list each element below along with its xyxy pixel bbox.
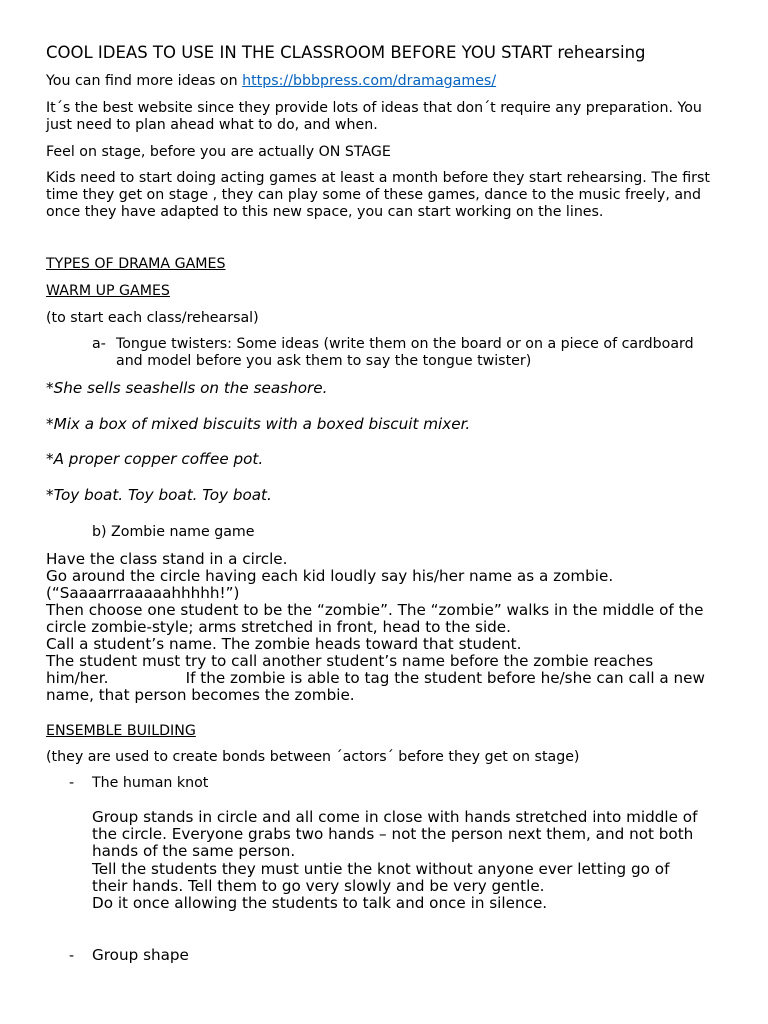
list-item-a-line: Tongue twisters: Some ideas (write them on the board or on a piece of cardboard bbox=[116, 336, 694, 352]
heading-types-of-drama-games: TYPES OF DRAMA GAMES bbox=[46, 256, 226, 272]
list-item-b: b) Zombie name game bbox=[92, 524, 255, 540]
dash-bullet: - bbox=[69, 948, 75, 964]
zombie-instruction-line: Then choose one student to be the “zombie”. The “zombie” walks in the middle of the bbox=[46, 601, 704, 619]
group-shape-title: Group shape bbox=[92, 946, 189, 964]
heading-ensemble-building: ENSEMBLE BUILDING bbox=[46, 723, 196, 739]
human-knot-title: The human knot bbox=[92, 775, 209, 791]
zombie-instruction-line: circle zombie-style; arms stretched in front, head to the side. bbox=[46, 618, 511, 636]
intro-prefix: You can find more ideas on bbox=[46, 73, 243, 89]
tongue-twister: *A proper copper coffee pot. bbox=[46, 450, 264, 468]
zombie-instruction-line: Call a student’s name. The zombie heads toward that student. bbox=[46, 635, 522, 653]
human-knot-instruction-line: their hands. Tell them to go very slowly and be very gentle. bbox=[92, 877, 545, 895]
paragraph-line: Feel on stage, before you are actually ON STAGE bbox=[46, 144, 391, 160]
document-title: COOL IDEAS TO USE IN THE CLASSROOM BEFORE YOU START rehearsing bbox=[46, 43, 646, 62]
tongue-twister: *Mix a box of mixed biscuits with a boxed biscuit mixer. bbox=[46, 415, 471, 433]
human-knot-instruction-line: Tell the students they must untie the knot without anyone ever letting go of bbox=[92, 860, 670, 878]
dash-bullet: - bbox=[69, 775, 75, 791]
paragraph-line: once they have adapted to this new space, you can start working on the lines. bbox=[46, 204, 604, 220]
zombie-instruction-line: him/her. If the zombie is able to tag the student before he/she can call a new bbox=[46, 669, 705, 687]
human-knot-instruction-line: the circle. Everyone grabs two hands – not the person next them, and not both bbox=[92, 825, 694, 843]
tongue-twister: *Toy boat. Toy boat. Toy boat. bbox=[46, 486, 272, 504]
paragraph-line: just need to plan ahead what to do, and when. bbox=[46, 117, 378, 133]
zombie-instruction-line: name, that person becomes the zombie. bbox=[46, 686, 355, 704]
list-marker-a: a- bbox=[92, 336, 106, 352]
zombie-instruction-line: Go around the circle having each kid loudly say his/her name as a zombie. bbox=[46, 567, 614, 585]
ensemble-note: (they are used to create bonds between ´actors´ before they get on stage) bbox=[46, 749, 580, 765]
intro-line bbox=[46, 73, 496, 90]
tongue-twister: *She sells seashells on the seashore. bbox=[46, 379, 328, 397]
zombie-instruction-line: Have the class stand in a circle. bbox=[46, 550, 288, 568]
human-knot-instruction-line: Do it once allowing the students to talk and once in silence. bbox=[92, 894, 548, 912]
zombie-instruction-line: The student must try to call another student’s name before the zombie reaches bbox=[46, 652, 654, 670]
zombie-instruction-line: (“Saaaarrraaaaahhhhh!”) bbox=[46, 584, 240, 602]
paragraph-line: It´s the best website since they provide lots of ideas that don´t require any preparation. You bbox=[46, 100, 702, 116]
drama-games-link[interactable]: https://bbbpress.com/dramagames/ bbox=[242, 73, 497, 89]
warm-up-note: (to start each class/rehearsal) bbox=[46, 310, 259, 326]
list-item-a-line: and model before you ask them to say the tongue twister) bbox=[116, 353, 532, 369]
human-knot-instruction-line: Group stands in circle and all come in close with hands stretched into middle of bbox=[92, 808, 698, 826]
paragraph-line: Kids need to start doing acting games at least a month before they start rehearsing. The first bbox=[46, 170, 710, 186]
heading-warm-up-games: WARM UP GAMES bbox=[46, 283, 170, 299]
human-knot-instruction-line: hands of the same person. bbox=[92, 842, 296, 860]
paragraph-line: time they get on stage , they can play some of these games, dance to the music freely, and bbox=[46, 187, 702, 203]
